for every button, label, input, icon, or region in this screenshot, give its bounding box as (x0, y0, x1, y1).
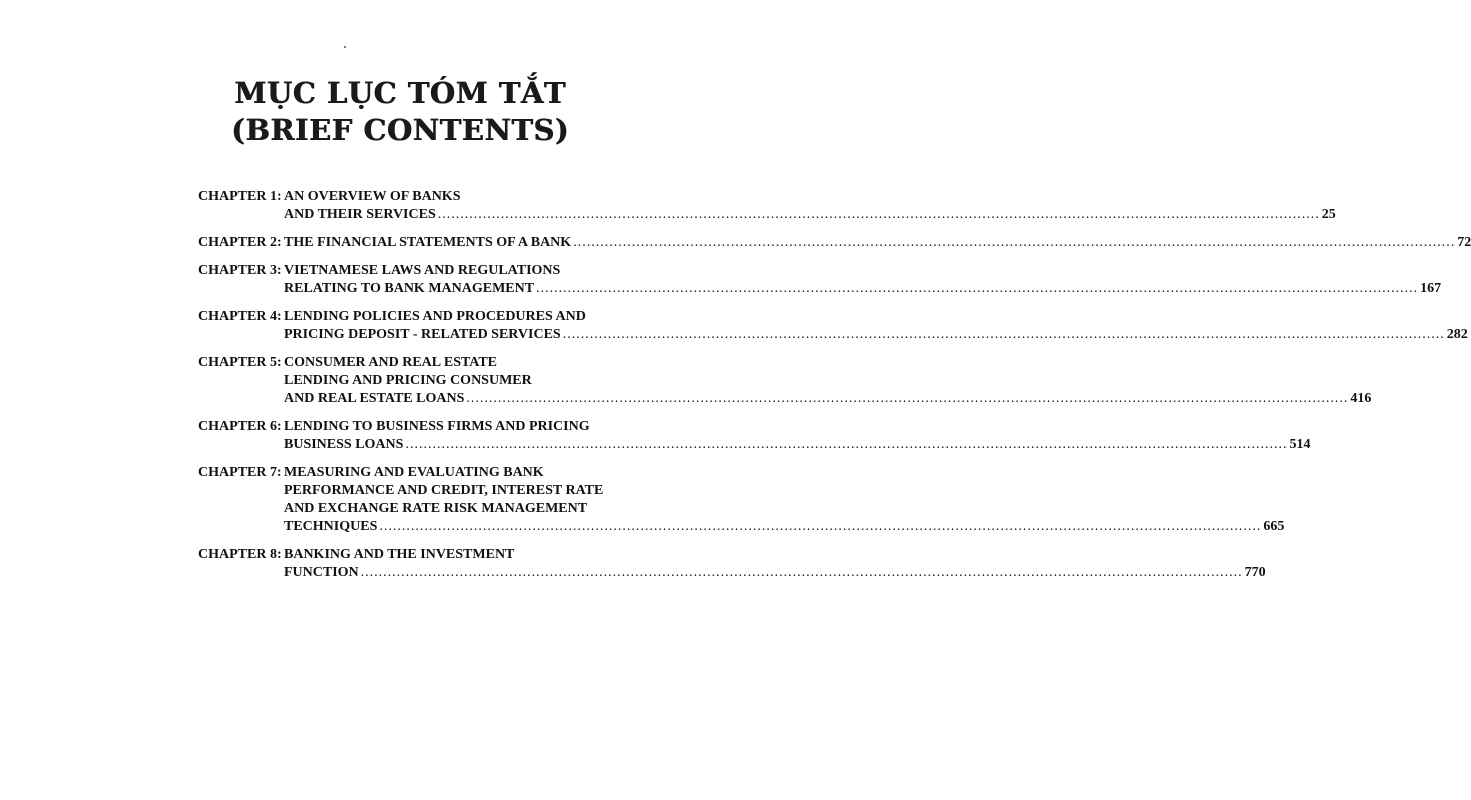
dot-leader (573, 234, 1455, 252)
chapter-title (284, 308, 1468, 344)
scan-speck (344, 46, 346, 48)
toc-entry (198, 546, 1266, 582)
dot-leader (438, 206, 1320, 224)
chapter-label: CHAPTER 4: (198, 309, 282, 324)
toc-entry (198, 188, 1336, 224)
page-number: 514 (1289, 437, 1311, 452)
toc-entry (198, 308, 1468, 344)
chapter-title-line: AN OVERVIEW OF BANKS (284, 189, 461, 204)
chapter-label: CHAPTER 5: (198, 355, 282, 370)
chapter-title (284, 418, 1310, 454)
dot-leader (536, 280, 1418, 298)
chapter-label: CHAPTER 3: (198, 263, 282, 278)
chapter-title-line: AND EXCHANGE RATE RISK MANAGEMENT (284, 501, 588, 516)
chapter-label: CHAPTER 7: (198, 465, 282, 480)
chapter-label: CHAPTER 2: (198, 235, 282, 250)
page-number: 25 (1321, 207, 1336, 222)
toc-entry (198, 234, 1471, 252)
table-of-contents (198, 188, 1471, 592)
dot-leader (466, 390, 1348, 408)
chapter-label: CHAPTER 1: (198, 189, 282, 204)
chapter-title-line: TECHNIQUES (284, 519, 378, 534)
page-number: 770 (1244, 565, 1266, 580)
toc-entry (198, 262, 1442, 298)
chapter-title-line: PERFORMANCE AND CREDIT, INTEREST RATE (284, 483, 604, 498)
toc-entry (198, 418, 1311, 454)
chapter-title-line: THE FINANCIAL STATEMENTS OF A BANK (284, 235, 572, 250)
chapter-title (284, 234, 1471, 252)
toc-entry (198, 354, 1372, 408)
chapter-title-last-line (284, 564, 1266, 582)
chapter-title-line: PRICING DEPOSIT - RELATED SERVICES (284, 327, 561, 342)
page-number: 416 (1350, 391, 1372, 406)
chapter-title-last-line (284, 436, 1310, 454)
page-number: 167 (1420, 281, 1442, 296)
dot-leader (361, 564, 1243, 582)
chapter-title-line: BUSINESS LOANS (284, 437, 404, 452)
dot-leader (405, 436, 1287, 454)
chapter-title-last-line (284, 234, 1471, 252)
chapter-title (284, 546, 1266, 582)
page-number: 665 (1263, 519, 1285, 534)
chapter-title-line: LENDING AND PRICING CONSUMER (284, 373, 532, 388)
chapter-label: CHAPTER 6: (198, 419, 282, 434)
chapter-title-last-line (284, 326, 1468, 344)
chapter-title-last-line (284, 280, 1441, 298)
page-number: 282 (1446, 327, 1468, 342)
chapter-title-last-line (284, 206, 1336, 224)
chapter-title (284, 464, 1284, 536)
chapter-title (284, 262, 1441, 298)
chapter-title-line: VIETNAMESE LAWS AND REGULATIONS (284, 263, 561, 278)
chapter-title-line: BANKING AND THE INVESTMENT (284, 547, 515, 562)
dot-leader (563, 326, 1445, 344)
chapter-title-last-line (284, 390, 1371, 408)
chapter-label: CHAPTER 8: (198, 547, 282, 562)
chapter-title-line: CONSUMER AND REAL ESTATE (284, 355, 498, 370)
chapter-title (284, 354, 1371, 408)
page-title: MỤC LỤC TÓM TẮT (234, 76, 566, 110)
chapter-title-line: RELATING TO BANK MANAGEMENT (284, 281, 535, 296)
chapter-title-line: LENDING POLICIES AND PROCEDURES AND (284, 309, 586, 324)
toc-entry (198, 464, 1285, 536)
chapter-title (284, 188, 1336, 224)
chapter-title-line: AND THEIR SERVICES (284, 207, 436, 222)
dot-leader (379, 518, 1261, 536)
chapter-title-line: MEASURING AND EVALUATING BANK (284, 465, 544, 480)
chapter-title-line: LENDING TO BUSINESS FIRMS AND PRICING (284, 419, 590, 434)
page-subtitle: (BRIEF CONTENTS) (231, 113, 569, 147)
chapter-title-last-line (284, 518, 1284, 536)
page-number: 72 (1457, 235, 1471, 250)
chapter-title-line: FUNCTION (284, 565, 359, 580)
chapter-title-line: AND REAL ESTATE LOANS (284, 391, 465, 406)
